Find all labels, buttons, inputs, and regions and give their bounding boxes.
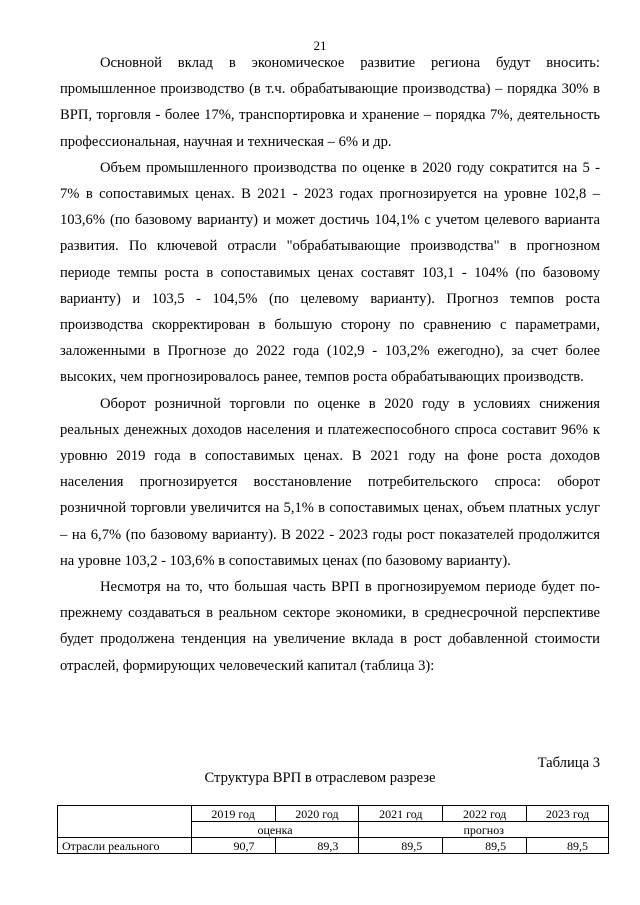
table-header-year: 2021 год [359, 806, 443, 822]
paragraph-3: Оборот розничной торговли по оценке в 2020 году в условиях снижения реальных денежных доходов населения и платежеспособного спроса составит 96% к уровню 2019 года в сопоставимых ценах. В 2021 году на фоне роста доходов населения прогнозируется восстановление потребительского спроса: оборот розничной торговли увеличится на 5,1% в сопоставимых ценах, объем платных услуг – на 6,7% (по базовому варианту). В 2022 - 2023 годы рост показателей продолжится на уровне 103,2 - 103,6% в сопоставимых ценах (по базовому варианту). [60, 395, 600, 569]
table-row [58, 838, 609, 854]
paragraph-4: Несмотря на то, что большая часть ВРП в прогнозируемом периоде будет по-прежнему создаваться в реальном секторе экономики, в среднесрочной перспективе будет продолжена тенденция на увеличение вклада в рост добавленной стоимости отраслей, формирующих человеческий капитал (таблица 3): [60, 579, 600, 674]
table-row-label: Отрасли реального [58, 838, 192, 854]
table-group-forecast: прогноз [359, 822, 609, 838]
vrp-structure-table [57, 805, 609, 854]
table-header-year: 2023 год [527, 806, 609, 822]
table-header-blank [58, 806, 192, 838]
table-cell: 89,5 [527, 838, 609, 854]
table-cell: 90,7 [191, 838, 275, 854]
table-header-year: 2020 год [275, 806, 359, 822]
table-header-year: 2019 год [191, 806, 275, 822]
page-number: 21 [313, 38, 327, 53]
table-group-estimate: оценка [191, 822, 359, 838]
table-cell: 89,5 [443, 838, 527, 854]
paragraph-2: Объем промышленного производства по оценке в 2020 году сократится на 5 - 7% в сопоставимых ценах. В 2021 - 2023 годах прогнозируется на уровне 102,8 – 103,6% (по базовому варианту) и может достичь 104,1% с учетом целевого варианта развития. По ключевой отрасли "обрабатывающие производства" в прогнозном периоде темпы роста в сопоставимых ценах составят 103,1 - 104% (по базовому варианту) и 103,5 - 104,5% (по целевому варианту). Прогноз темпов роста производства скорректирован в большую сторону по сравнению с параметрами, заложенными в Прогнозе до 2022 года (102,9 - 103,2% ежегодно), за счет более высоких, чем прогнозировалось ранее, темпов роста обрабатывающих производств. [60, 159, 600, 386]
body-text [60, 50, 600, 679]
table-title: Структура ВРП в отраслевом разрезе [204, 770, 436, 786]
paragraph-1: Основной вклад в экономическое развитие региона будут вносить: промышленное производство (в т.ч. обрабатывающие производства) – порядка 30% в ВРП, торговля - более 17%, транспортировка и хранение – порядка 7%, деятельность профессиональная, научная и техническая – 6% и др. [60, 55, 600, 150]
table-header-year: 2022 год [443, 806, 527, 822]
table-number: Таблица 3 [537, 755, 600, 771]
table-cell: 89,3 [275, 838, 359, 854]
table-cell: 89,5 [359, 838, 443, 854]
table-header-years [58, 806, 609, 822]
